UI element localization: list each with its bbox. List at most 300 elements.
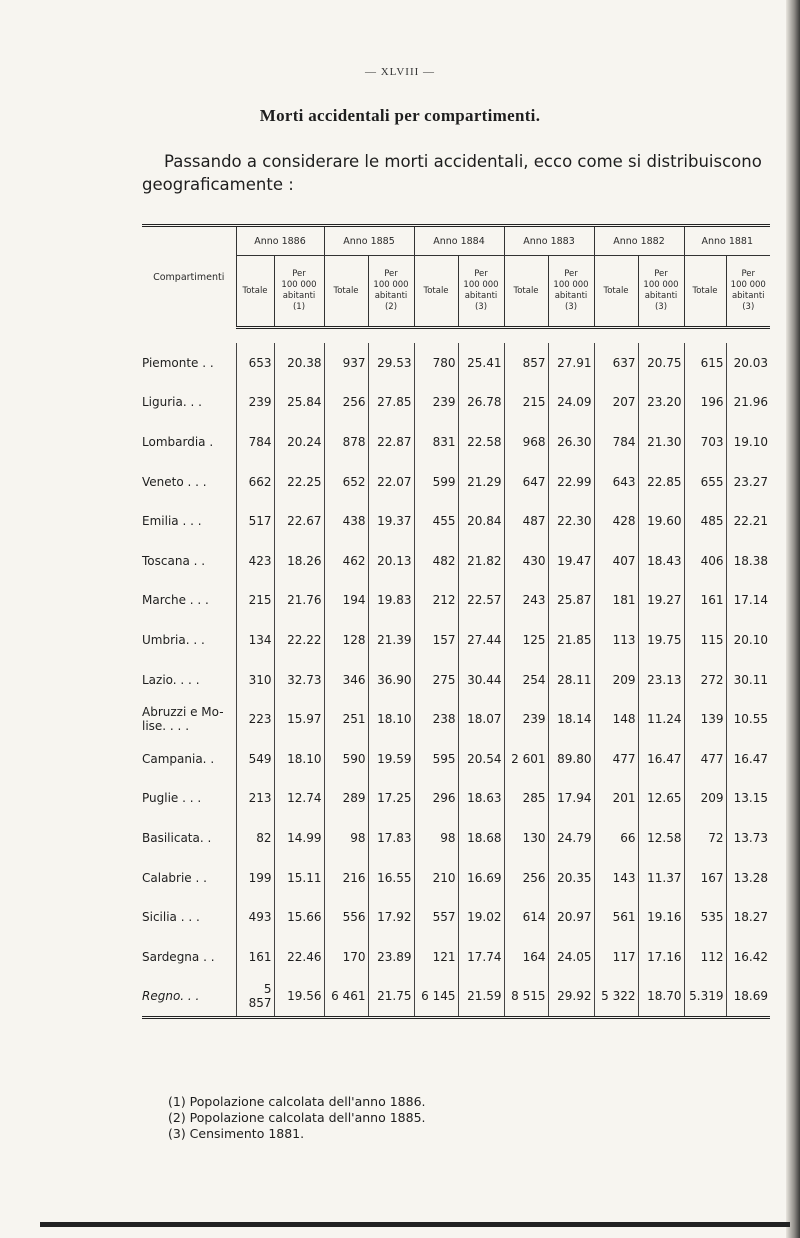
intro-paragraph bbox=[142, 150, 772, 196]
cell-per-100000: 28.11 bbox=[548, 660, 594, 700]
table-row bbox=[142, 422, 770, 462]
cell-totale: 653 bbox=[236, 343, 274, 383]
cell-totale: 215 bbox=[236, 581, 274, 621]
cell-totale: 652 bbox=[324, 462, 368, 502]
spacer-cell bbox=[142, 328, 770, 344]
compartimento-label: Basilicata. . bbox=[142, 830, 212, 845]
subheader-totale: Totale bbox=[414, 256, 458, 328]
cell-per-100000: 18.26 bbox=[274, 541, 324, 581]
cell-per-100000: 20.13 bbox=[368, 541, 414, 581]
cell-per-100000: 18.43 bbox=[638, 541, 684, 581]
cell-totale: 239 bbox=[236, 383, 274, 423]
cell-per-100000: 19.56 bbox=[274, 977, 324, 1018]
cell-per-100000: 18.27 bbox=[726, 897, 770, 937]
year-header: Anno 1885 bbox=[324, 227, 414, 256]
compartimento-name bbox=[142, 541, 236, 581]
cell-per-100000: 19.27 bbox=[638, 581, 684, 621]
subheader-per-100000 bbox=[274, 256, 324, 328]
page-header: — XLVIII — bbox=[364, 66, 436, 78]
compartimento-name bbox=[142, 660, 236, 700]
subheader-line: abitanti bbox=[464, 291, 498, 301]
cell-totale: 167 bbox=[684, 858, 726, 898]
cell-totale: 66 bbox=[594, 818, 638, 858]
compartimento-name bbox=[142, 383, 236, 423]
cell-per-100000: 16.47 bbox=[638, 739, 684, 779]
cell-per-100000: 18.10 bbox=[274, 739, 324, 779]
compartimento-label: Lombardia . bbox=[142, 434, 214, 449]
subheader-totale: Totale bbox=[594, 256, 638, 328]
cell-totale: 125 bbox=[504, 620, 548, 660]
cell-totale: 215 bbox=[504, 383, 548, 423]
subheader-line: abitanti bbox=[282, 291, 316, 301]
compartimento-name bbox=[142, 501, 236, 541]
subheader-line: Per bbox=[654, 269, 668, 279]
table-row bbox=[142, 779, 770, 819]
accidental-deaths-table bbox=[142, 224, 770, 1019]
page-edge-shadow bbox=[786, 0, 800, 1238]
cell-totale: 462 bbox=[324, 541, 368, 581]
cell-per-100000: 22.25 bbox=[274, 462, 324, 502]
compartimento-label-cont: lise. . . . bbox=[142, 719, 190, 734]
cell-per-100000: 20.75 bbox=[638, 343, 684, 383]
cell-per-100000: 13.73 bbox=[726, 818, 770, 858]
cell-per-100000: 89.80 bbox=[548, 739, 594, 779]
cell-totale: 614 bbox=[504, 897, 548, 937]
cell-per-100000: 21.82 bbox=[458, 541, 504, 581]
subheader-note-ref: (3) bbox=[654, 302, 668, 312]
subheader-totale: Totale bbox=[236, 256, 274, 328]
subheader-note-ref: (3) bbox=[474, 302, 488, 312]
cell-per-100000: 17.92 bbox=[368, 897, 414, 937]
compartimento-name bbox=[142, 422, 236, 462]
cell-totale: 207 bbox=[594, 383, 638, 423]
cell-per-100000: 19.83 bbox=[368, 581, 414, 621]
cell-per-100000: 30.11 bbox=[726, 660, 770, 700]
cell-totale: 213 bbox=[236, 779, 274, 819]
subheader-line: 100 000 bbox=[373, 280, 409, 290]
subheader-note-ref: (1) bbox=[292, 302, 306, 312]
footnotes bbox=[168, 1094, 426, 1142]
cell-totale: 212 bbox=[414, 581, 458, 621]
subheader-note-ref: (2) bbox=[384, 302, 398, 312]
cell-totale: 254 bbox=[504, 660, 548, 700]
cell-per-100000: 26.78 bbox=[458, 383, 504, 423]
compartimento-label: Abruzzi e Mo- bbox=[142, 705, 224, 720]
cell-per-100000: 20.84 bbox=[458, 501, 504, 541]
table-row bbox=[142, 699, 770, 739]
cell-totale: 493 bbox=[236, 897, 274, 937]
cell-totale: 130 bbox=[504, 818, 548, 858]
cell-per-100000: 21.96 bbox=[726, 383, 770, 423]
cell-per-100000: 21.85 bbox=[548, 620, 594, 660]
cell-totale: 647 bbox=[504, 462, 548, 502]
subheader-line: 100 000 bbox=[281, 280, 317, 290]
cell-per-100000: 20.24 bbox=[274, 422, 324, 462]
cell-totale: 98 bbox=[414, 818, 458, 858]
cell-per-100000: 22.46 bbox=[274, 937, 324, 977]
cell-totale: 210 bbox=[414, 858, 458, 898]
cell-per-100000: 23.89 bbox=[368, 937, 414, 977]
cell-totale: 72 bbox=[684, 818, 726, 858]
cell-per-100000: 29.53 bbox=[368, 343, 414, 383]
subheader-line: Per bbox=[474, 269, 488, 279]
subheader-per-100000 bbox=[458, 256, 504, 328]
cell-totale: 134 bbox=[236, 620, 274, 660]
subheader-line: Per bbox=[292, 269, 306, 279]
cell-per-100000: 22.57 bbox=[458, 581, 504, 621]
cell-totale: 139 bbox=[684, 699, 726, 739]
column-header-compartimenti: Compartimenti bbox=[153, 271, 225, 283]
compartimento-label: Regno. . . bbox=[142, 989, 200, 1004]
cell-totale: 296 bbox=[414, 779, 458, 819]
cell-totale: 209 bbox=[594, 660, 638, 700]
cell-per-100000: 21.75 bbox=[368, 977, 414, 1018]
cell-totale: 310 bbox=[236, 660, 274, 700]
cell-per-100000: 17.14 bbox=[726, 581, 770, 621]
table-row bbox=[142, 937, 770, 977]
cell-per-100000: 24.05 bbox=[548, 937, 594, 977]
cell-per-100000: 17.83 bbox=[368, 818, 414, 858]
cell-per-100000: 12.74 bbox=[274, 779, 324, 819]
cell-per-100000: 21.39 bbox=[368, 620, 414, 660]
subheader-line: abitanti bbox=[374, 291, 408, 301]
cell-totale: 549 bbox=[236, 739, 274, 779]
cell-per-100000: 27.85 bbox=[368, 383, 414, 423]
cell-totale: 662 bbox=[236, 462, 274, 502]
cell-totale: 561 bbox=[594, 897, 638, 937]
cell-totale: 438 bbox=[324, 501, 368, 541]
cell-totale: 428 bbox=[594, 501, 638, 541]
cell-totale: 98 bbox=[324, 818, 368, 858]
cell-totale: 346 bbox=[324, 660, 368, 700]
cell-totale: 455 bbox=[414, 501, 458, 541]
cell-per-100000: 17.16 bbox=[638, 937, 684, 977]
cell-totale: 194 bbox=[324, 581, 368, 621]
cell-per-100000: 36.90 bbox=[368, 660, 414, 700]
cell-per-100000: 18.10 bbox=[368, 699, 414, 739]
cell-per-100000: 20.54 bbox=[458, 739, 504, 779]
table-row bbox=[142, 343, 770, 383]
compartimento-name bbox=[142, 620, 236, 660]
compartimento-name bbox=[142, 897, 236, 937]
cell-totale: 199 bbox=[236, 858, 274, 898]
cell-totale: 256 bbox=[504, 858, 548, 898]
intro-line-2: geograficamente : bbox=[142, 175, 294, 194]
cell-per-100000: 32.73 bbox=[274, 660, 324, 700]
table-row bbox=[142, 897, 770, 937]
compartimento-label: Piemonte . . bbox=[142, 355, 214, 370]
cell-per-100000: 22.67 bbox=[274, 501, 324, 541]
cell-per-100000: 22.87 bbox=[368, 422, 414, 462]
cell-totale: 170 bbox=[324, 937, 368, 977]
subheader-per-100000 bbox=[726, 256, 770, 328]
cell-totale: 117 bbox=[594, 937, 638, 977]
cell-totale: 487 bbox=[504, 501, 548, 541]
cell-per-100000: 19.37 bbox=[368, 501, 414, 541]
bottom-rule bbox=[40, 1222, 790, 1227]
cell-per-100000: 16.55 bbox=[368, 858, 414, 898]
cell-per-100000: 21.29 bbox=[458, 462, 504, 502]
compartimento-label: Calabrie . . bbox=[142, 870, 207, 885]
cell-totale: 477 bbox=[594, 739, 638, 779]
cell-per-100000: 20.03 bbox=[726, 343, 770, 383]
cell-per-100000: 20.35 bbox=[548, 858, 594, 898]
cell-totale: 148 bbox=[594, 699, 638, 739]
compartimento-name bbox=[142, 977, 236, 1018]
cell-totale: 599 bbox=[414, 462, 458, 502]
compartimento-name bbox=[142, 462, 236, 502]
subheader-line: 100 000 bbox=[643, 280, 679, 290]
cell-per-100000: 22.99 bbox=[548, 462, 594, 502]
cell-per-100000: 13.15 bbox=[726, 779, 770, 819]
cell-per-100000: 18.63 bbox=[458, 779, 504, 819]
table-row bbox=[142, 581, 770, 621]
cell-totale: 112 bbox=[684, 937, 726, 977]
cell-totale: 223 bbox=[236, 699, 274, 739]
cell-per-100000: 25.41 bbox=[458, 343, 504, 383]
cell-totale: 113 bbox=[594, 620, 638, 660]
cell-per-100000: 10.55 bbox=[726, 699, 770, 739]
subheader-note-ref: (3) bbox=[742, 302, 755, 312]
compartimento-label: Puglie . . . bbox=[142, 791, 202, 806]
subheader-line: Per bbox=[384, 269, 398, 279]
cell-per-100000: 19.10 bbox=[726, 422, 770, 462]
cell-totale: 157 bbox=[414, 620, 458, 660]
year-header: Anno 1881 bbox=[684, 227, 770, 256]
compartimento-label: Veneto . . . bbox=[142, 474, 207, 489]
compartimento-label: Lazio. . . . bbox=[142, 672, 200, 687]
table-row bbox=[142, 977, 770, 1018]
cell-per-100000: 23.20 bbox=[638, 383, 684, 423]
cell-totale: 5.319 bbox=[684, 977, 726, 1018]
cell-per-100000: 21.59 bbox=[458, 977, 504, 1018]
cell-totale: 430 bbox=[504, 541, 548, 581]
cell-totale: 238 bbox=[414, 699, 458, 739]
cell-totale: 643 bbox=[594, 462, 638, 502]
cell-per-100000: 19.02 bbox=[458, 897, 504, 937]
cell-per-100000: 27.44 bbox=[458, 620, 504, 660]
compartimento-name bbox=[142, 699, 236, 739]
cell-totale: 216 bbox=[324, 858, 368, 898]
cell-per-100000: 25.87 bbox=[548, 581, 594, 621]
cell-totale: 243 bbox=[504, 581, 548, 621]
cell-per-100000: 14.99 bbox=[274, 818, 324, 858]
table-row bbox=[142, 818, 770, 858]
cell-totale: 2 601 bbox=[504, 739, 548, 779]
cell-totale: 181 bbox=[594, 581, 638, 621]
cell-totale: 285 bbox=[504, 779, 548, 819]
cell-per-100000: 13.28 bbox=[726, 858, 770, 898]
cell-totale: 143 bbox=[594, 858, 638, 898]
cell-totale: 482 bbox=[414, 541, 458, 581]
subheader-line: abitanti bbox=[554, 291, 588, 301]
cell-per-100000: 20.10 bbox=[726, 620, 770, 660]
table-row bbox=[142, 501, 770, 541]
cell-totale: 780 bbox=[414, 343, 458, 383]
cell-per-100000: 25.84 bbox=[274, 383, 324, 423]
cell-totale: 6 145 bbox=[414, 977, 458, 1018]
footnote: (2) Popolazione calcolata dell'anno 1885. bbox=[168, 1110, 426, 1125]
compartimento-name bbox=[142, 739, 236, 779]
cell-per-100000: 18.69 bbox=[726, 977, 770, 1018]
cell-totale: 8 515 bbox=[504, 977, 548, 1018]
intro-line-1: Passando a considerare le morti accidentali, ecco come si distribuiscono bbox=[164, 152, 762, 171]
subheader-per-100000 bbox=[368, 256, 414, 328]
cell-totale: 637 bbox=[594, 343, 638, 383]
cell-totale: 256 bbox=[324, 383, 368, 423]
subheader-per-100000 bbox=[638, 256, 684, 328]
compartimento-name bbox=[142, 858, 236, 898]
year-header: Anno 1882 bbox=[594, 227, 684, 256]
cell-totale: 239 bbox=[504, 699, 548, 739]
cell-per-100000: 19.75 bbox=[638, 620, 684, 660]
cell-totale: 517 bbox=[236, 501, 274, 541]
cell-totale: 784 bbox=[594, 422, 638, 462]
year-header: Anno 1886 bbox=[236, 227, 324, 256]
cell-totale: 239 bbox=[414, 383, 458, 423]
subheader-line: Per bbox=[564, 269, 578, 279]
table-row bbox=[142, 383, 770, 423]
cell-totale: 201 bbox=[594, 779, 638, 819]
cell-per-100000: 19.60 bbox=[638, 501, 684, 541]
cell-totale: 164 bbox=[504, 937, 548, 977]
cell-totale: 857 bbox=[504, 343, 548, 383]
cell-per-100000: 16.47 bbox=[726, 739, 770, 779]
cell-per-100000: 22.58 bbox=[458, 422, 504, 462]
year-header: Anno 1883 bbox=[504, 227, 594, 256]
cell-per-100000: 17.94 bbox=[548, 779, 594, 819]
compartimento-label: Marche . . . bbox=[142, 593, 209, 608]
cell-per-100000: 18.68 bbox=[458, 818, 504, 858]
cell-per-100000: 15.66 bbox=[274, 897, 324, 937]
cell-per-100000: 19.16 bbox=[638, 897, 684, 937]
cell-per-100000: 23.13 bbox=[638, 660, 684, 700]
table-row bbox=[142, 739, 770, 779]
footnote: (3) Censimento 1881. bbox=[168, 1126, 305, 1141]
cell-totale: 535 bbox=[684, 897, 726, 937]
compartimento-label: Toscana . . bbox=[142, 553, 206, 568]
cell-per-100000: 12.58 bbox=[638, 818, 684, 858]
compartimento-name bbox=[142, 818, 236, 858]
cell-totale: 275 bbox=[414, 660, 458, 700]
cell-per-100000: 19.47 bbox=[548, 541, 594, 581]
cell-per-100000: 21.30 bbox=[638, 422, 684, 462]
cell-totale: 556 bbox=[324, 897, 368, 937]
cell-totale: 937 bbox=[324, 343, 368, 383]
subheader-totale: Totale bbox=[324, 256, 368, 328]
cell-per-100000: 30.44 bbox=[458, 660, 504, 700]
cell-totale: 82 bbox=[236, 818, 274, 858]
compartimento-label: Liguria. . . bbox=[142, 395, 202, 410]
cell-totale: 406 bbox=[684, 541, 726, 581]
cell-totale: 115 bbox=[684, 620, 726, 660]
subheader-totale: Totale bbox=[684, 256, 726, 328]
cell-per-100000: 29.92 bbox=[548, 977, 594, 1018]
cell-totale: 5 857 bbox=[236, 977, 274, 1018]
year-header: Anno 1884 bbox=[414, 227, 504, 256]
subheader-totale: Totale bbox=[504, 256, 548, 328]
cell-per-100000: 18.38 bbox=[726, 541, 770, 581]
cell-totale: 615 bbox=[684, 343, 726, 383]
cell-totale: 655 bbox=[684, 462, 726, 502]
cell-per-100000: 19.59 bbox=[368, 739, 414, 779]
table-row bbox=[142, 620, 770, 660]
cell-per-100000: 22.85 bbox=[638, 462, 684, 502]
cell-totale: 477 bbox=[684, 739, 726, 779]
cell-totale: 161 bbox=[236, 937, 274, 977]
table-row bbox=[142, 660, 770, 700]
table-row bbox=[142, 541, 770, 581]
compartimento-label: Emilia . . . bbox=[142, 514, 202, 529]
cell-totale: 595 bbox=[414, 739, 458, 779]
cell-per-100000: 18.14 bbox=[548, 699, 594, 739]
cell-totale: 209 bbox=[684, 779, 726, 819]
cell-per-100000: 23.27 bbox=[726, 462, 770, 502]
cell-per-100000: 11.37 bbox=[638, 858, 684, 898]
cell-totale: 407 bbox=[594, 541, 638, 581]
cell-per-100000: 17.74 bbox=[458, 937, 504, 977]
subheader-note-ref: (3) bbox=[564, 302, 578, 312]
footnote: (1) Popolazione calcolata dell'anno 1886. bbox=[168, 1094, 426, 1109]
table-row bbox=[142, 858, 770, 898]
cell-totale: 128 bbox=[324, 620, 368, 660]
cell-totale: 251 bbox=[324, 699, 368, 739]
subheader-line: abitanti bbox=[731, 291, 765, 301]
cell-totale: 590 bbox=[324, 739, 368, 779]
compartimento-label: Sicilia . . . bbox=[142, 910, 200, 925]
cell-totale: 121 bbox=[414, 937, 458, 977]
cell-totale: 831 bbox=[414, 422, 458, 462]
compartimento-name bbox=[142, 581, 236, 621]
cell-totale: 968 bbox=[504, 422, 548, 462]
cell-per-100000: 21.76 bbox=[274, 581, 324, 621]
cell-per-100000: 18.70 bbox=[638, 977, 684, 1018]
subheader-line: abitanti bbox=[644, 291, 678, 301]
compartimento-name bbox=[142, 779, 236, 819]
cell-totale: 161 bbox=[684, 581, 726, 621]
cell-totale: 557 bbox=[414, 897, 458, 937]
subheader-line: 100 000 bbox=[730, 280, 766, 290]
cell-per-100000: 20.38 bbox=[274, 343, 324, 383]
subheader-line: 100 000 bbox=[463, 280, 499, 290]
cell-per-100000: 24.09 bbox=[548, 383, 594, 423]
cell-per-100000: 22.21 bbox=[726, 501, 770, 541]
subheader-line: Per bbox=[741, 269, 756, 279]
cell-totale: 485 bbox=[684, 501, 726, 541]
cell-totale: 5 322 bbox=[594, 977, 638, 1018]
cell-per-100000: 22.07 bbox=[368, 462, 414, 502]
cell-per-100000: 16.69 bbox=[458, 858, 504, 898]
compartimento-label: Umbria. . . bbox=[142, 632, 205, 647]
section-title: Morti accidentali per compartimenti. bbox=[259, 106, 541, 125]
cell-per-100000: 17.25 bbox=[368, 779, 414, 819]
cell-per-100000: 27.91 bbox=[548, 343, 594, 383]
table-row bbox=[142, 462, 770, 502]
cell-per-100000: 15.97 bbox=[274, 699, 324, 739]
subheader-per-100000 bbox=[548, 256, 594, 328]
compartimento-name bbox=[142, 937, 236, 977]
cell-per-100000: 24.79 bbox=[548, 818, 594, 858]
cell-totale: 289 bbox=[324, 779, 368, 819]
compartimento-label: Sardegna . . bbox=[142, 949, 215, 964]
cell-per-100000: 11.24 bbox=[638, 699, 684, 739]
cell-per-100000: 26.30 bbox=[548, 422, 594, 462]
cell-per-100000: 20.97 bbox=[548, 897, 594, 937]
cell-per-100000: 15.11 bbox=[274, 858, 324, 898]
cell-totale: 703 bbox=[684, 422, 726, 462]
cell-per-100000: 22.22 bbox=[274, 620, 324, 660]
cell-totale: 784 bbox=[236, 422, 274, 462]
